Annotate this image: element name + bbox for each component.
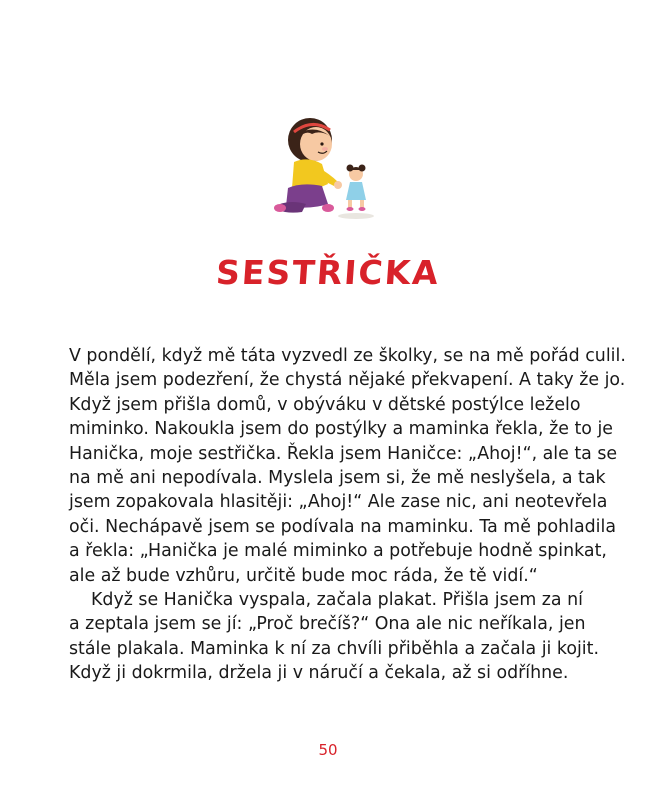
text-line: Když se Hanička vyspala, začala plakat. Přišla jsem za ní — [91, 590, 583, 611]
text-line: V pondělí, když mě táta vyzvedl ze školky, se na mě pořád culil. — [69, 346, 626, 366]
text-line: miminko. Nakoukla jsem do postýlky a maminka řekla, že to je — [69, 419, 613, 440]
page-number: 50 — [318, 741, 338, 759]
text-line: Když ji dokrmila, držela ji v náručí a čekala, až si odříhne. — [69, 663, 569, 684]
text-line: Měla jsem podezření, že chystá nějaké překvapení. A taky že jo. — [69, 370, 626, 391]
text-line: stále plakala. Maminka k ní za chvíli přiběhla a začala ji kojit. — [69, 638, 599, 659]
text-line: na mě ani nepodívala. Myslela jsem si, že mě neslyšela, a tak — [69, 468, 606, 489]
text-line: oči. Nechápavě jsem se podívala na maminku. Ta mě pohladila — [69, 516, 616, 537]
text-line: ale až bude vzhůru, určitě bude moc ráda, že tě vidí.“ — [69, 565, 538, 586]
story-text — [69, 344, 626, 686]
text-line: jsem zopakovala hlasitěji: „Ahoj!“ Ale zase nic, ani neotevřela — [69, 492, 608, 513]
chapter-title: SESTŘIČKA — [214, 253, 442, 292]
paragraph-1 — [69, 344, 626, 588]
text-line: Hanička, moje sestřička. Řekla jsem Haničce: „Ahoj!“, ale ta se — [69, 443, 618, 464]
text-line: Když jsem přišla domů, v obýváku v dětské postýlce leželo — [69, 394, 581, 415]
girl-playing-with-doll-illustration — [272, 112, 384, 224]
paragraph-2 — [69, 588, 599, 686]
text-line: a zeptala jsem se jí: „Proč brečíš?“ Ona ale nic neříkala, jen — [69, 614, 586, 635]
text-line: a řekla: „Hanička je malé miminko a potřebuje hodně spinkat, — [69, 541, 607, 562]
